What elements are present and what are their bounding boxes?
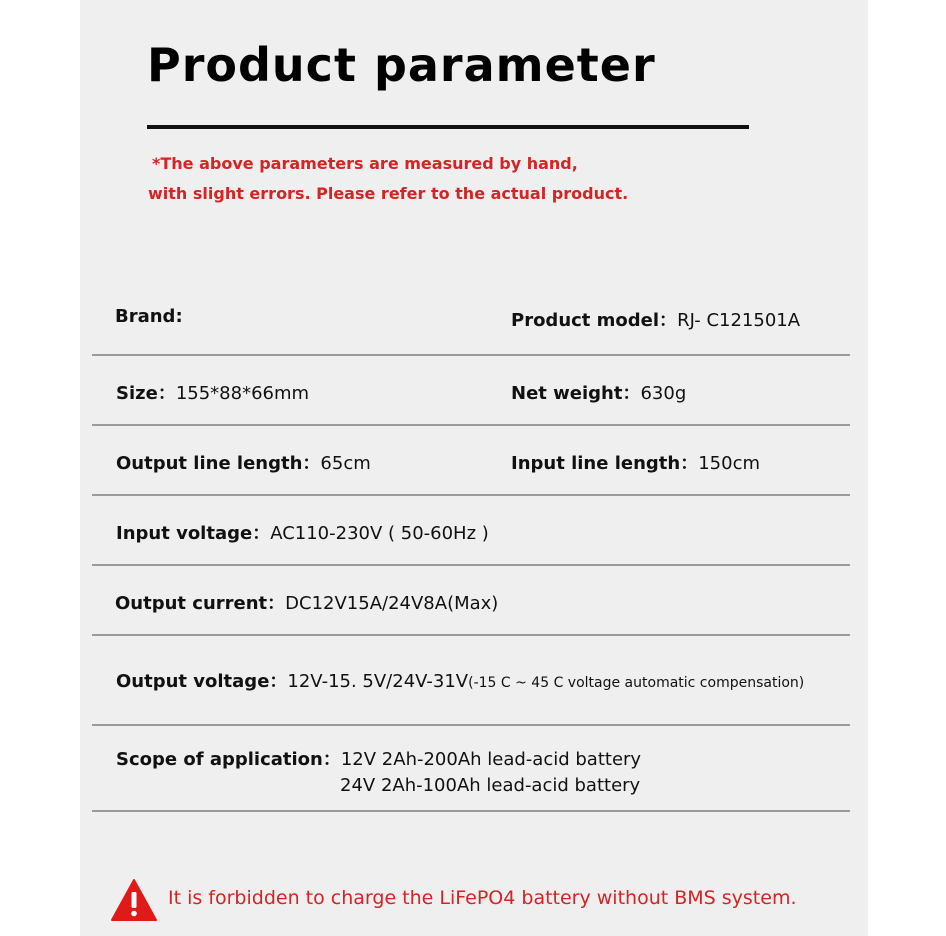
spec-label: Input line length： bbox=[511, 453, 699, 474]
spec-output-voltage bbox=[116, 667, 804, 693]
spec-label: Output current： bbox=[115, 593, 286, 614]
spec-label: Scope of application： bbox=[116, 749, 341, 770]
spec-value: RJ- C121501A bbox=[677, 310, 801, 331]
spec-label: Product model： bbox=[511, 310, 678, 331]
title-underline bbox=[147, 125, 749, 129]
spec-scope bbox=[116, 745, 641, 771]
row-divider bbox=[92, 724, 850, 726]
spec-label: Brand: bbox=[115, 306, 183, 327]
spec-value: DC12V15A/24V8A(Max) bbox=[285, 593, 499, 614]
warning-banner bbox=[110, 878, 850, 922]
spec-value: 24V 2Ah-100Ah lead-acid battery bbox=[340, 775, 641, 796]
row-divider bbox=[92, 494, 850, 496]
spec-model bbox=[511, 306, 800, 332]
spec-input-voltage bbox=[116, 519, 489, 545]
row-divider bbox=[92, 810, 850, 812]
disclaimer-line-2: with slight errors. Please refer to the actual product. bbox=[148, 184, 629, 203]
spec-size bbox=[116, 379, 309, 405]
spec-value: 150cm bbox=[698, 453, 761, 474]
spec-label: Output voltage： bbox=[116, 671, 288, 692]
spec-scope-line-2 bbox=[340, 775, 640, 796]
spec-output-line-length bbox=[116, 449, 371, 475]
spec-weight bbox=[511, 379, 686, 405]
row-divider bbox=[92, 354, 850, 356]
spec-value: 12V-15. 5V/24V-31V bbox=[287, 671, 469, 692]
spec-label: Size： bbox=[116, 383, 176, 404]
row-divider bbox=[92, 424, 850, 426]
spec-brand bbox=[115, 306, 183, 327]
page-title: Product parameter bbox=[147, 38, 656, 92]
row-divider bbox=[92, 564, 850, 566]
spec-value: AC110-230V ( 50-60Hz ) bbox=[270, 523, 489, 544]
warning-triangle-icon bbox=[110, 878, 158, 922]
spec-label: Input voltage： bbox=[116, 523, 271, 544]
row-divider bbox=[92, 634, 850, 636]
spec-value-note: (-15 C ~ 45 C voltage automatic compensation) bbox=[468, 675, 805, 691]
spec-value: 630g bbox=[640, 383, 687, 404]
warning-text: It is forbidden to charge the LiFePO4 battery without BMS system. bbox=[168, 887, 797, 909]
spec-input-line-length bbox=[511, 449, 760, 475]
disclaimer-line-1: *The above parameters are measured by hand, bbox=[152, 154, 578, 173]
spec-value: 155*88*66mm bbox=[175, 383, 310, 404]
spec-value: 65cm bbox=[320, 453, 371, 474]
spec-output-current bbox=[115, 589, 498, 615]
spec-label: Net weight： bbox=[511, 383, 641, 404]
spec-value: 12V 2Ah-200Ah lead-acid battery bbox=[340, 749, 642, 770]
spec-label: Output line length： bbox=[116, 453, 321, 474]
